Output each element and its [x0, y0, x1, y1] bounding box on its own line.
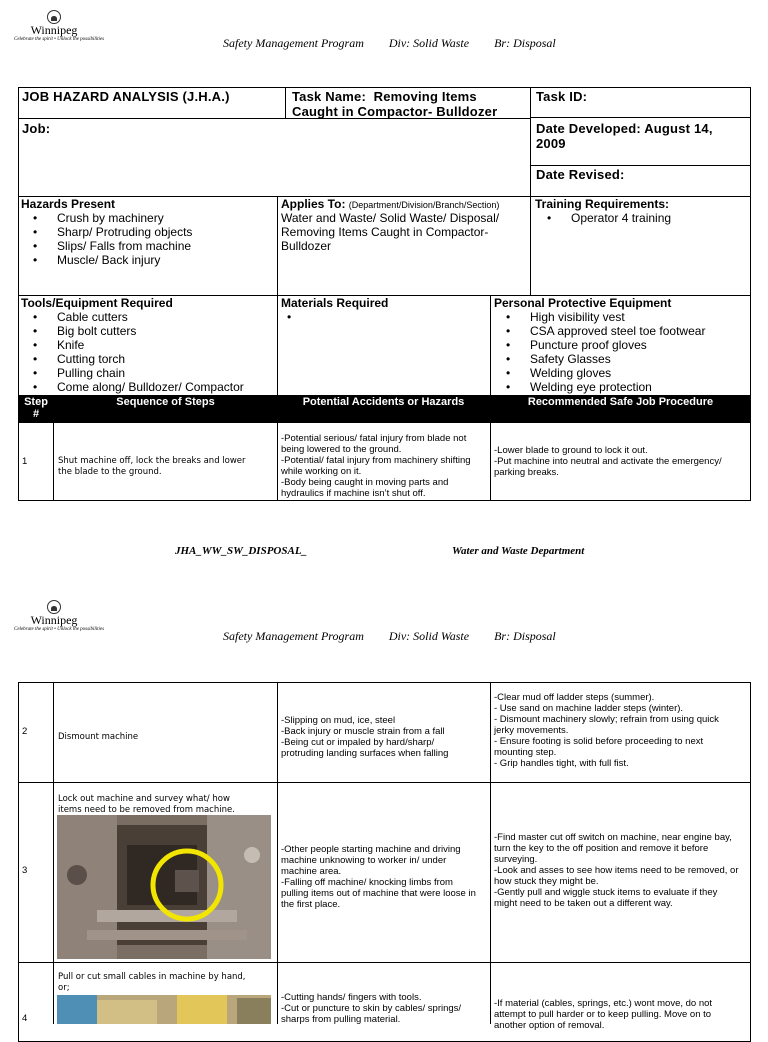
materials-label: Materials Required	[281, 296, 389, 310]
tools-label: Tools/Equipment Required	[21, 296, 173, 310]
hazard-line: being lowered to the ground.	[281, 444, 402, 455]
hazard-line: -Being cut or impaled by hard/sharp/	[281, 737, 435, 748]
hazard-line: machine area.	[281, 866, 342, 877]
logo-name: Winnipeg	[30, 613, 78, 627]
training-label: Training Requirements:	[535, 197, 670, 211]
header-program: Safety Management Program	[223, 629, 364, 643]
task-name	[292, 89, 497, 119]
training-list	[535, 211, 671, 225]
applies-sub: (Department/Division/Branch/Section)	[348, 200, 500, 210]
logo-name: Winnipeg	[30, 23, 78, 37]
col-sequence: Sequence of Steps	[116, 396, 215, 408]
list-item: • Big bolt cutters	[21, 324, 244, 338]
seq-line: Pull or cut small cables in machine by hand,	[58, 972, 246, 982]
step-hazards	[281, 992, 461, 1025]
winnipeg-crest-icon	[47, 10, 61, 24]
step-sequence	[58, 794, 235, 816]
hazard-line: machine unknowing to worker in/ under	[281, 855, 447, 866]
applies-line3: Bulldozer	[281, 239, 332, 253]
hazard-line: the first place.	[281, 899, 341, 910]
seq-line: Dismount machine	[58, 732, 139, 742]
proc-line: -Look and asses to see how items need to be removed, or	[494, 865, 739, 876]
seq-line: Shut machine off, lock the breaks and lower	[58, 456, 246, 466]
applies-to	[281, 197, 499, 253]
list-item: • Crush by machinery	[21, 211, 192, 225]
winnipeg-logo	[14, 10, 105, 43]
steps-header-bar	[18, 395, 751, 423]
proc-line: -Clear mud off ladder steps (summer).	[494, 692, 655, 703]
date-revised-label: Date Revised:	[536, 167, 625, 182]
proc-line: surveying.	[494, 854, 538, 865]
header-division: Div: Solid Waste	[388, 629, 470, 643]
proc-line: -Put machine into neutral and activate the emergency/	[494, 456, 722, 467]
date-developed-line2: 2009	[536, 136, 566, 151]
step-sequence	[58, 972, 246, 994]
col-hazards: Potential Accidents or Hazards	[302, 396, 465, 408]
list-item: • Welding eye protection	[494, 380, 705, 394]
proc-line: - Ensure footing is solid before proceeding to next	[494, 736, 704, 747]
hazard-line: while working on it.	[281, 466, 362, 477]
step-procedure	[494, 445, 722, 478]
proc-line: -If material (cables, springs, etc.) wont move, do not	[494, 998, 713, 1009]
job-label: Job:	[22, 121, 51, 136]
header-division: Div: Solid Waste	[388, 36, 470, 50]
proc-line: another option of removal.	[494, 1020, 605, 1031]
seq-line: the blade to the ground.	[58, 467, 162, 477]
step-procedure	[494, 832, 739, 909]
list-item: • Puncture proof gloves	[494, 338, 705, 352]
proc-line: might need to be taken out a different way.	[494, 898, 673, 909]
hazard-line: -Potential serious/ fatal injury from blade not	[281, 433, 467, 444]
task-name-line2: Caught in Compactor- Bulldozer	[292, 104, 498, 119]
seq-line: items need to be removed from machine.	[58, 805, 235, 815]
header-program: Safety Management Program	[223, 36, 364, 50]
task-name-label: Task Name:	[292, 89, 367, 104]
tools-list	[21, 310, 244, 394]
proc-line: turn the key to the off position and remove it before	[494, 843, 709, 854]
step-sequence	[58, 456, 246, 478]
hazard-line: -Body being caught in moving parts and	[281, 477, 449, 488]
proc-line: mounting step.	[494, 747, 557, 758]
hazard-line: protruding landing surfaces when falling	[281, 748, 449, 759]
logo-slogan: Celebrate the spirit • Unlock the possibilities	[14, 37, 105, 42]
page-header	[223, 36, 556, 51]
hazard-line: -Cut or puncture to skin by cables/ springs/	[281, 1003, 462, 1014]
proc-line: jerky movements.	[494, 725, 569, 736]
step-number: 4	[22, 1013, 28, 1024]
seq-line: Lock out machine and survey what/ how	[58, 794, 230, 804]
hazard-line: sharps from pulling material.	[281, 1014, 401, 1025]
step-hazards	[281, 844, 476, 910]
list-item: • Welding gloves	[494, 366, 705, 380]
jha-title: JOB HAZARD ANALYSIS (J.H.A.)	[22, 89, 230, 104]
task-id-label: Task ID:	[536, 89, 588, 104]
hazard-line: -Cutting hands/ fingers with tools.	[281, 992, 422, 1003]
list-item: • Safety Glasses	[494, 352, 705, 366]
hazard-line: pulling items out of machine that were loose in	[281, 888, 476, 899]
list-item: • Muscle/ Back injury	[21, 253, 192, 267]
date-developed-line1: Date Developed: August 14,	[536, 121, 713, 136]
machine-lockout-photo	[57, 815, 271, 959]
proc-line: how stuck they might be.	[494, 876, 599, 887]
proc-line: parking breaks.	[494, 467, 559, 478]
proc-line: - Grip handles tight, with full fist.	[494, 758, 629, 769]
step-number: 2	[22, 726, 28, 737]
footer-doc-id: JHA_WW_SW_DISPOSAL_	[175, 545, 308, 557]
proc-line: attempt to pull harder or to keep pulling. Move on to	[494, 1009, 712, 1020]
list-item: • Cable cutters	[21, 310, 244, 324]
step-sequence	[58, 732, 138, 743]
col-step	[18, 396, 54, 420]
footer-department: Water and Waste Department	[452, 545, 585, 557]
page-header	[223, 629, 556, 644]
applies-line1: Water and Waste/ Solid Waste/ Disposal/	[281, 211, 500, 225]
cable-photo-illustration	[57, 995, 271, 1024]
winnipeg-crest-icon	[47, 600, 61, 614]
proc-line: - Dismount machinery slowly; refrain from using quick	[494, 714, 719, 725]
hazard-line: -Other people starting machine and driving	[281, 844, 461, 855]
proc-line: -Find master cut off switch on machine, near engine bay,	[494, 832, 732, 843]
winnipeg-logo	[14, 600, 105, 633]
step-number: 3	[22, 865, 28, 876]
list-item: • Sharp/ Protruding objects	[21, 225, 192, 239]
hazard-line: -Potential/ fatal injury from machinery shifting	[281, 455, 471, 466]
ppe-label: Personal Protective Equipment	[494, 296, 672, 310]
hazard-line: -Falling off machine/ knocking limbs from	[281, 877, 453, 888]
hazards-label: Hazards Present	[21, 197, 116, 211]
applies-label: Applies To:	[281, 197, 346, 211]
logo-slogan: Celebrate the spirit • Unlock the possibilities	[14, 627, 105, 632]
list-item: • Knife	[21, 338, 244, 352]
step-procedure	[494, 692, 719, 769]
applies-line2: Removing Items Caught in Compactor-	[281, 225, 489, 239]
hazard-line: -Back injury or muscle strain from a fall	[281, 726, 445, 737]
step-number: 1	[22, 456, 28, 467]
cable-removal-photo	[57, 995, 271, 1024]
list-item: • Cutting torch	[21, 352, 244, 366]
seq-line: or;	[58, 983, 70, 993]
list-item: • Operator 4 training	[535, 211, 671, 225]
step-procedure	[494, 998, 712, 1031]
col-procedure: Recommended Safe Job Procedure	[527, 396, 714, 408]
col-step-line1: Step	[24, 396, 48, 408]
hazard-line: -Slipping on mud, ice, steel	[281, 715, 396, 726]
list-item: • CSA approved steel toe footwear	[494, 324, 705, 338]
hazards-list	[21, 211, 192, 267]
hazard-line: hydraulics if machine isn’t shut off.	[281, 488, 426, 499]
ppe-list	[494, 310, 705, 394]
proc-line: -Lower blade to ground to lock it out.	[494, 445, 648, 456]
list-item: • High visibility vest	[494, 310, 705, 324]
col-step-line2: #	[32, 408, 40, 420]
date-developed	[536, 121, 713, 151]
step-hazards	[281, 433, 471, 499]
list-item: • Slips/ Falls from machine	[21, 239, 192, 253]
header-branch: Br: Disposal	[494, 36, 556, 50]
machine-photo-illustration	[57, 815, 271, 959]
step-hazards	[281, 715, 448, 759]
header-branch: Br: Disposal	[494, 629, 556, 643]
proc-line: -Gently pull and wiggle stuck items to evaluate if they	[494, 887, 718, 898]
list-item: • Come along/ Bulldozer/ Compactor	[21, 380, 244, 394]
task-name-line1: Removing Items	[373, 89, 477, 104]
proc-line: - Use sand on machine ladder steps (winter).	[494, 703, 684, 714]
list-item: • Pulling chain	[21, 366, 244, 380]
